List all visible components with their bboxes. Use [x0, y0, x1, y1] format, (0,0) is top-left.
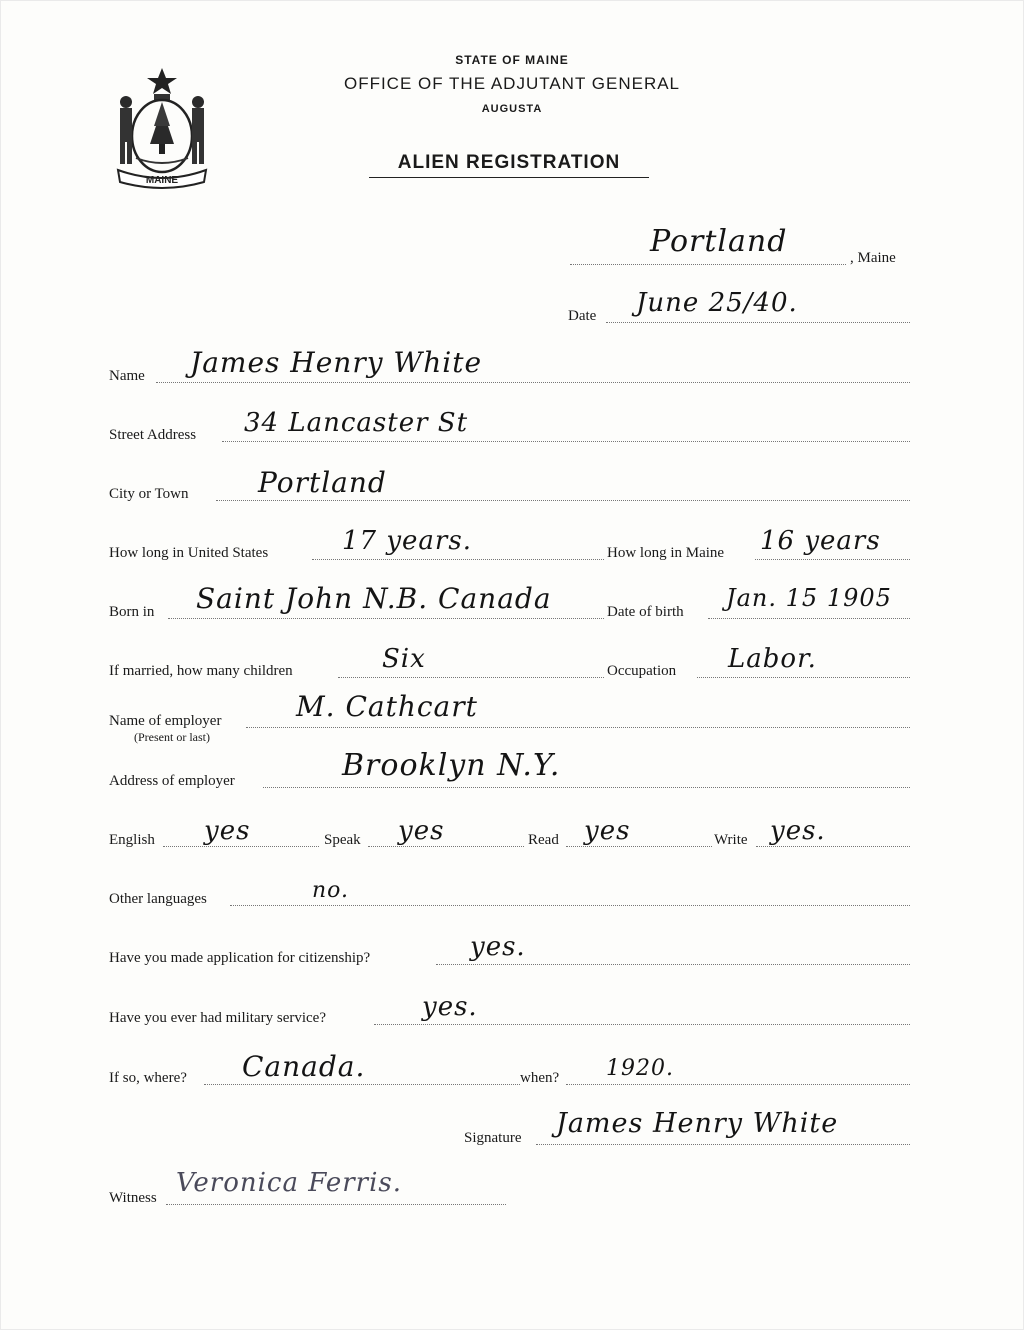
dob-field-line: [708, 618, 910, 619]
maine-years-field-line: [755, 559, 910, 560]
office-heading: OFFICE OF THE ADJUTANT GENERAL: [343, 74, 681, 93]
employer-sublabel: (Present or last): [134, 730, 210, 744]
seal-banner-text: MAINE: [145, 175, 179, 186]
english-field-line: [163, 846, 319, 847]
street-address-field-line: [222, 441, 910, 442]
other-languages-field-line: [230, 905, 910, 906]
signature-field-line: [536, 1144, 910, 1145]
write-field-line: [756, 846, 910, 847]
occupation-label: Occupation: [607, 663, 677, 679]
dob-value[interactable]: Jan. 15 1905: [726, 584, 892, 612]
english-value[interactable]: yes: [204, 816, 251, 846]
born-in-field-line: [168, 618, 604, 619]
city-town-field-line: [216, 500, 910, 501]
children-value[interactable]: Six: [382, 644, 426, 674]
children-label: If married, how many children: [109, 663, 293, 679]
date-value[interactable]: June 25/40.: [636, 288, 798, 318]
speak-value[interactable]: yes: [398, 816, 445, 846]
other-languages-value[interactable]: no.: [312, 878, 350, 903]
children-field-line: [338, 677, 604, 678]
maine-years-label: How long in Maine: [607, 545, 725, 561]
employer-value[interactable]: M. Cathcart: [296, 690, 478, 723]
military-label: Have you ever had military service?: [109, 1010, 326, 1026]
employer-address-label: Address of employer: [109, 773, 235, 789]
when-label: when?: [520, 1070, 560, 1086]
employer-field-line: [246, 727, 910, 728]
witness-value[interactable]: Veronica Ferris.: [176, 1168, 403, 1198]
military-field-line: [374, 1024, 910, 1025]
other-languages-label: Other languages: [109, 891, 207, 907]
witness-field-line: [166, 1204, 506, 1205]
state-heading: STATE OF MAINE: [455, 53, 569, 67]
place-field-line: [570, 264, 846, 265]
city-town-label: City or Town: [109, 486, 189, 502]
citizenship-field-line: [436, 964, 910, 965]
us-years-field-line: [312, 559, 604, 560]
signature-value[interactable]: James Henry White: [556, 1108, 839, 1139]
write-value[interactable]: yes.: [770, 816, 826, 846]
us-years-value[interactable]: 17 years.: [342, 526, 472, 556]
speak-label: Speak: [324, 832, 361, 848]
where-label: If so, where?: [109, 1070, 187, 1086]
read-value[interactable]: yes: [584, 816, 631, 846]
citizenship-value[interactable]: yes.: [470, 932, 526, 962]
city-town-value[interactable]: Portland: [258, 466, 387, 499]
where-value[interactable]: Canada.: [242, 1050, 366, 1083]
date-field-line: [606, 322, 910, 323]
witness-label: Witness: [109, 1190, 157, 1206]
english-label: English: [109, 832, 155, 848]
occupation-field-line: [697, 677, 910, 678]
military-value[interactable]: yes.: [422, 992, 478, 1022]
date-label: Date: [568, 308, 597, 324]
born-in-label: Born in: [109, 604, 155, 620]
us-years-label: How long in United States: [109, 545, 269, 561]
dob-label: Date of birth: [607, 604, 684, 620]
when-field-line: [566, 1084, 910, 1085]
employer-address-value[interactable]: Brooklyn N.Y.: [342, 748, 561, 783]
name-label: Name: [109, 368, 145, 384]
maine-years-value[interactable]: 16 years: [760, 526, 881, 556]
maine-suffix: , Maine: [850, 250, 896, 266]
name-value[interactable]: James Henry White: [190, 346, 483, 379]
speak-field-line: [368, 846, 524, 847]
street-address-label: Street Address: [109, 427, 197, 443]
write-label: Write: [714, 832, 748, 848]
citizenship-label: Have you made application for citizenship?: [109, 950, 371, 966]
form-title: ALIEN REGISTRATION: [369, 152, 649, 178]
read-label: Read: [528, 832, 559, 848]
when-value[interactable]: 1920.: [606, 1056, 674, 1081]
read-field-line: [566, 846, 712, 847]
occupation-value[interactable]: Labor.: [728, 644, 817, 674]
employer-label: Name of employer: [109, 713, 222, 729]
city-heading: AUGUSTA: [481, 103, 543, 115]
name-field-line: [156, 382, 910, 383]
street-address-value[interactable]: 34 Lancaster St: [244, 408, 469, 438]
born-in-value[interactable]: Saint John N.B. Canada: [196, 582, 552, 615]
where-field-line: [204, 1084, 520, 1085]
signature-label: Signature: [464, 1130, 522, 1146]
place-value[interactable]: Portland: [650, 224, 788, 259]
employer-address-field-line: [263, 787, 910, 788]
